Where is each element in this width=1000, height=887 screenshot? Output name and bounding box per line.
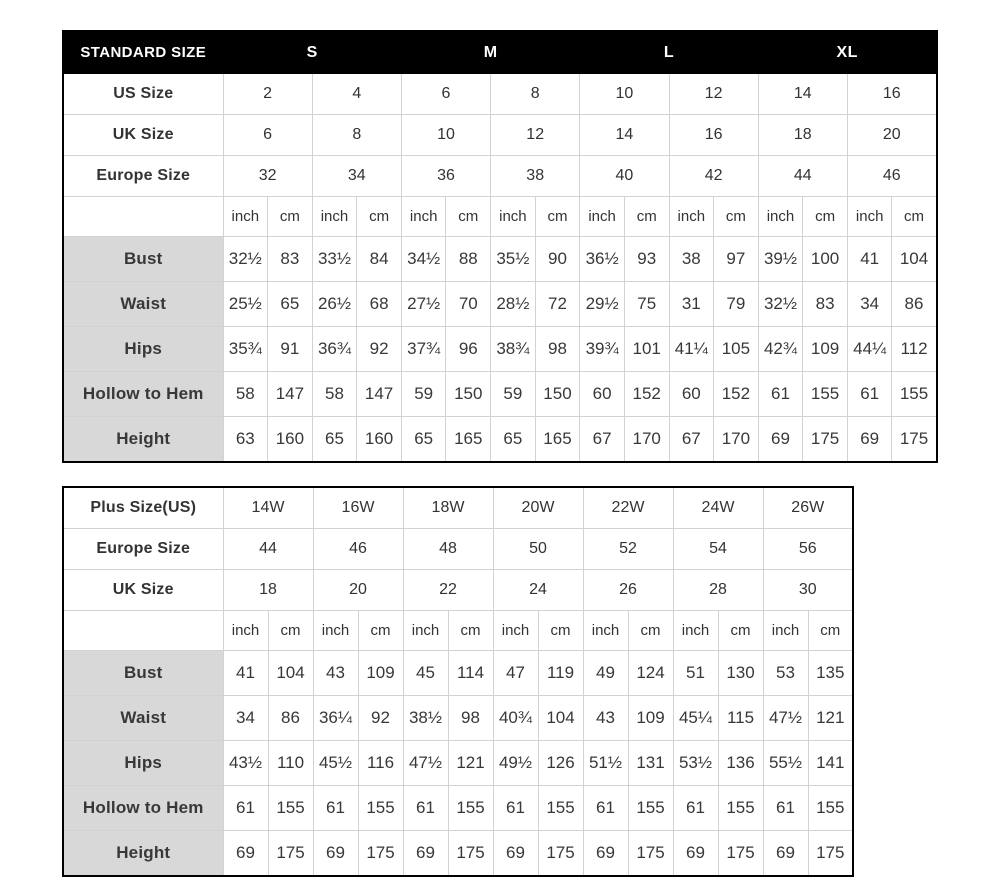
measure-cell: 150 xyxy=(446,372,491,417)
measure-cell: 28½ xyxy=(491,282,536,327)
measure-cell: 38½ xyxy=(403,696,448,741)
measure-cell: 69 xyxy=(493,831,538,877)
measure-cell: 152 xyxy=(624,372,669,417)
unit-row-empty-label xyxy=(63,197,223,237)
unit-cell-cm: cm xyxy=(714,197,759,237)
measure-cell: 86 xyxy=(268,696,313,741)
measure-cell: 155 xyxy=(538,786,583,831)
measure-cell: 147 xyxy=(268,372,313,417)
measure-cell: 32½ xyxy=(758,282,803,327)
size-row-us-size xyxy=(63,74,937,115)
measure-cell: 36½ xyxy=(580,237,625,282)
measure-cell: 105 xyxy=(714,327,759,372)
measure-cell: 35¾ xyxy=(223,327,268,372)
measure-cell: 92 xyxy=(357,327,402,372)
unit-cell-inch: inch xyxy=(223,611,268,651)
measure-cell: 47½ xyxy=(403,741,448,786)
unit-cell-cm: cm xyxy=(538,611,583,651)
measure-cell: 35½ xyxy=(491,237,536,282)
measure-cell: 170 xyxy=(624,417,669,463)
size-row-plus-size-us xyxy=(63,487,853,529)
measure-cell: 83 xyxy=(803,282,848,327)
row-label-hips: Hips xyxy=(63,741,223,786)
row-label-hollow-to-hem: Hollow to Hem xyxy=(63,372,223,417)
measure-cell: 65 xyxy=(312,417,357,463)
measure-cell: 131 xyxy=(628,741,673,786)
measure-cell: 47 xyxy=(493,651,538,696)
measure-cell: 68 xyxy=(357,282,402,327)
measure-cell: 97 xyxy=(714,237,759,282)
measure-cell: 26½ xyxy=(312,282,357,327)
unit-cell-cm: cm xyxy=(892,197,937,237)
row-label-europe-size: Europe Size xyxy=(63,529,223,570)
measure-cell: 45¼ xyxy=(673,696,718,741)
measure-cell: 61 xyxy=(673,786,718,831)
measure-cell: 61 xyxy=(223,786,268,831)
measure-cell: 175 xyxy=(268,831,313,877)
measure-cell: 155 xyxy=(628,786,673,831)
measure-cell: 98 xyxy=(448,696,493,741)
measure-cell: 175 xyxy=(808,831,853,877)
size-group-m: M xyxy=(401,31,579,74)
row-label-us-size: US Size xyxy=(63,74,223,115)
measure-row-waist xyxy=(63,282,937,327)
size-cell: 2 xyxy=(223,74,312,115)
size-cell: 46 xyxy=(847,156,936,197)
measure-cell: 101 xyxy=(624,327,669,372)
measure-cell: 170 xyxy=(714,417,759,463)
size-cell: 18 xyxy=(223,570,313,611)
measure-cell: 39½ xyxy=(758,237,803,282)
measure-cell: 88 xyxy=(446,237,491,282)
size-cell: 14 xyxy=(758,74,847,115)
measure-cell: 175 xyxy=(538,831,583,877)
measure-cell: 109 xyxy=(358,651,403,696)
measure-cell: 45½ xyxy=(313,741,358,786)
size-cell: 32 xyxy=(223,156,312,197)
measure-cell: 109 xyxy=(803,327,848,372)
unit-cell-cm: cm xyxy=(448,611,493,651)
measure-cell: 69 xyxy=(583,831,628,877)
measure-cell: 27½ xyxy=(401,282,446,327)
measure-cell: 104 xyxy=(538,696,583,741)
measure-cell: 60 xyxy=(580,372,625,417)
measure-cell: 25½ xyxy=(223,282,268,327)
size-cell: 38 xyxy=(491,156,580,197)
plus-size-table xyxy=(62,486,854,877)
size-group-xl: XL xyxy=(758,31,936,74)
size-row-uk-size xyxy=(63,570,853,611)
unit-cell-cm: cm xyxy=(718,611,763,651)
measure-row-bust xyxy=(63,651,853,696)
measure-cell: 53½ xyxy=(673,741,718,786)
measure-cell: 42¾ xyxy=(758,327,803,372)
measure-cell: 38¾ xyxy=(491,327,536,372)
row-label-uk-size: UK Size xyxy=(63,570,223,611)
measure-cell: 45 xyxy=(403,651,448,696)
measure-row-hips xyxy=(63,327,937,372)
unit-cell-cm: cm xyxy=(535,197,580,237)
unit-cell-cm: cm xyxy=(357,197,402,237)
size-cell: 8 xyxy=(312,115,401,156)
measure-cell: 34 xyxy=(223,696,268,741)
measure-cell: 155 xyxy=(808,786,853,831)
measure-cell: 175 xyxy=(803,417,848,463)
measure-cell: 33½ xyxy=(312,237,357,282)
measure-cell: 86 xyxy=(892,282,937,327)
row-label-hollow-to-hem: Hollow to Hem xyxy=(63,786,223,831)
measure-cell: 38 xyxy=(669,237,714,282)
measure-cell: 135 xyxy=(808,651,853,696)
unit-cell-inch: inch xyxy=(313,611,358,651)
measure-cell: 34 xyxy=(847,282,892,327)
size-cell: 24W xyxy=(673,487,763,529)
unit-cell-cm: cm xyxy=(358,611,403,651)
size-cell: 18 xyxy=(758,115,847,156)
measure-cell: 44¼ xyxy=(847,327,892,372)
unit-header-row xyxy=(63,611,853,651)
measure-cell: 93 xyxy=(624,237,669,282)
measure-cell: 90 xyxy=(535,237,580,282)
size-cell: 20 xyxy=(313,570,403,611)
size-cell: 14 xyxy=(580,115,669,156)
size-cell: 12 xyxy=(669,74,758,115)
measure-cell: 51½ xyxy=(583,741,628,786)
measure-cell: 61 xyxy=(847,372,892,417)
measure-cell: 72 xyxy=(535,282,580,327)
unit-cell-inch: inch xyxy=(580,197,625,237)
size-cell: 46 xyxy=(313,529,403,570)
unit-header-row xyxy=(63,197,937,237)
measure-cell: 32½ xyxy=(223,237,268,282)
size-cell: 16 xyxy=(847,74,936,115)
measure-row-bust xyxy=(63,237,937,282)
measure-cell: 70 xyxy=(446,282,491,327)
size-cell: 4 xyxy=(312,74,401,115)
size-cell: 50 xyxy=(493,529,583,570)
measure-cell: 61 xyxy=(493,786,538,831)
unit-cell-cm: cm xyxy=(446,197,491,237)
row-label-europe-size: Europe Size xyxy=(63,156,223,197)
measure-cell: 55½ xyxy=(763,741,808,786)
measure-cell: 36¾ xyxy=(312,327,357,372)
measure-row-hollow-to-hem xyxy=(63,786,853,831)
unit-cell-cm: cm xyxy=(803,197,848,237)
size-cell: 22 xyxy=(403,570,493,611)
measure-cell: 147 xyxy=(357,372,402,417)
measure-cell: 61 xyxy=(313,786,358,831)
measure-cell: 37¾ xyxy=(401,327,446,372)
measure-cell: 98 xyxy=(535,327,580,372)
measure-cell: 67 xyxy=(669,417,714,463)
measure-cell: 114 xyxy=(448,651,493,696)
size-cell: 42 xyxy=(669,156,758,197)
measure-cell: 83 xyxy=(268,237,313,282)
standard-size-table xyxy=(62,30,938,463)
unit-cell-cm: cm xyxy=(628,611,673,651)
size-cell: 14W xyxy=(223,487,313,529)
size-cell: 10 xyxy=(401,115,490,156)
size-row-europe-size xyxy=(63,156,937,197)
measure-cell: 96 xyxy=(446,327,491,372)
unit-cell-inch: inch xyxy=(847,197,892,237)
size-cell: 52 xyxy=(583,529,673,570)
measure-cell: 47½ xyxy=(763,696,808,741)
measure-cell: 155 xyxy=(448,786,493,831)
measure-row-hollow-to-hem xyxy=(63,372,937,417)
measure-cell: 121 xyxy=(808,696,853,741)
measure-cell: 31 xyxy=(669,282,714,327)
unit-row-empty-label xyxy=(63,611,223,651)
measure-cell: 43½ xyxy=(223,741,268,786)
measure-cell: 39¾ xyxy=(580,327,625,372)
measure-cell: 58 xyxy=(312,372,357,417)
measure-cell: 141 xyxy=(808,741,853,786)
size-cell: 18W xyxy=(403,487,493,529)
measure-cell: 121 xyxy=(448,741,493,786)
measure-cell: 84 xyxy=(357,237,402,282)
measure-cell: 115 xyxy=(718,696,763,741)
measure-cell: 152 xyxy=(714,372,759,417)
measure-cell: 155 xyxy=(268,786,313,831)
measure-cell: 58 xyxy=(223,372,268,417)
unit-cell-inch: inch xyxy=(673,611,718,651)
measure-cell: 69 xyxy=(403,831,448,877)
measure-cell: 92 xyxy=(358,696,403,741)
measure-cell: 112 xyxy=(892,327,937,372)
row-label-waist: Waist xyxy=(63,696,223,741)
band-header-row xyxy=(63,31,937,74)
unit-cell-cm: cm xyxy=(808,611,853,651)
measure-cell: 65 xyxy=(491,417,536,463)
size-group-s: S xyxy=(223,31,401,74)
measure-cell: 69 xyxy=(758,417,803,463)
measure-cell: 61 xyxy=(763,786,808,831)
size-group-l: L xyxy=(580,31,758,74)
size-row-uk-size xyxy=(63,115,937,156)
unit-cell-inch: inch xyxy=(669,197,714,237)
measure-cell: 51 xyxy=(673,651,718,696)
measure-cell: 61 xyxy=(758,372,803,417)
measure-cell: 36¼ xyxy=(313,696,358,741)
measure-cell: 69 xyxy=(847,417,892,463)
row-label-height: Height xyxy=(63,417,223,463)
measure-cell: 79 xyxy=(714,282,759,327)
size-row-europe-size xyxy=(63,529,853,570)
measure-cell: 155 xyxy=(358,786,403,831)
size-cell: 10 xyxy=(580,74,669,115)
measure-cell: 175 xyxy=(448,831,493,877)
measure-cell: 43 xyxy=(313,651,358,696)
size-cell: 16W xyxy=(313,487,403,529)
measure-row-height xyxy=(63,417,937,463)
size-cell: 6 xyxy=(223,115,312,156)
measure-cell: 100 xyxy=(803,237,848,282)
measure-cell: 130 xyxy=(718,651,763,696)
size-cell: 48 xyxy=(403,529,493,570)
measure-cell: 126 xyxy=(538,741,583,786)
unit-cell-inch: inch xyxy=(583,611,628,651)
measure-cell: 49½ xyxy=(493,741,538,786)
size-cell: 28 xyxy=(673,570,763,611)
measure-cell: 109 xyxy=(628,696,673,741)
size-cell: 16 xyxy=(669,115,758,156)
row-label-bust: Bust xyxy=(63,237,223,282)
plus-size-table xyxy=(62,486,1000,877)
standard-size-table xyxy=(62,30,1000,463)
row-label-waist: Waist xyxy=(63,282,223,327)
measure-cell: 69 xyxy=(763,831,808,877)
measure-cell: 67 xyxy=(580,417,625,463)
measure-cell: 91 xyxy=(268,327,313,372)
unit-cell-cm: cm xyxy=(268,197,313,237)
measure-cell: 59 xyxy=(491,372,536,417)
measure-cell: 43 xyxy=(583,696,628,741)
size-cell: 54 xyxy=(673,529,763,570)
measure-cell: 61 xyxy=(583,786,628,831)
size-cell: 20 xyxy=(847,115,936,156)
unit-cell-cm: cm xyxy=(268,611,313,651)
size-cell: 20W xyxy=(493,487,583,529)
measure-cell: 119 xyxy=(538,651,583,696)
measure-cell: 155 xyxy=(718,786,763,831)
row-label-uk-size: UK Size xyxy=(63,115,223,156)
size-cell: 56 xyxy=(763,529,853,570)
unit-cell-inch: inch xyxy=(763,611,808,651)
measure-cell: 75 xyxy=(624,282,669,327)
measure-cell: 175 xyxy=(718,831,763,877)
measure-cell: 175 xyxy=(628,831,673,877)
size-cell: 34 xyxy=(312,156,401,197)
measure-cell: 65 xyxy=(401,417,446,463)
measure-cell: 41 xyxy=(847,237,892,282)
size-cell: 12 xyxy=(491,115,580,156)
size-cell: 36 xyxy=(401,156,490,197)
measure-cell: 49 xyxy=(583,651,628,696)
measure-row-waist xyxy=(63,696,853,741)
measure-cell: 160 xyxy=(268,417,313,463)
size-cell: 40 xyxy=(580,156,669,197)
row-label-height: Height xyxy=(63,831,223,877)
measure-cell: 29½ xyxy=(580,282,625,327)
measure-cell: 65 xyxy=(268,282,313,327)
measure-cell: 124 xyxy=(628,651,673,696)
measure-row-height xyxy=(63,831,853,877)
unit-cell-inch: inch xyxy=(312,197,357,237)
size-cell: 8 xyxy=(491,74,580,115)
size-cell: 26 xyxy=(583,570,673,611)
measure-cell: 61 xyxy=(403,786,448,831)
measure-cell: 69 xyxy=(313,831,358,877)
measure-cell: 69 xyxy=(673,831,718,877)
size-cell: 6 xyxy=(401,74,490,115)
measure-cell: 136 xyxy=(718,741,763,786)
unit-cell-inch: inch xyxy=(493,611,538,651)
measure-cell: 150 xyxy=(535,372,580,417)
measure-cell: 34½ xyxy=(401,237,446,282)
measure-cell: 41¼ xyxy=(669,327,714,372)
measure-cell: 155 xyxy=(892,372,937,417)
size-cell: 44 xyxy=(758,156,847,197)
unit-cell-inch: inch xyxy=(491,197,536,237)
unit-cell-inch: inch xyxy=(758,197,803,237)
measure-cell: 165 xyxy=(446,417,491,463)
measure-cell: 69 xyxy=(223,831,268,877)
unit-cell-cm: cm xyxy=(624,197,669,237)
measure-cell: 63 xyxy=(223,417,268,463)
unit-cell-inch: inch xyxy=(401,197,446,237)
row-label-hips: Hips xyxy=(63,327,223,372)
measure-cell: 165 xyxy=(535,417,580,463)
measure-cell: 53 xyxy=(763,651,808,696)
size-cell: 26W xyxy=(763,487,853,529)
measure-row-hips xyxy=(63,741,853,786)
measure-cell: 160 xyxy=(357,417,402,463)
size-cell: 24 xyxy=(493,570,583,611)
measure-cell: 104 xyxy=(892,237,937,282)
measure-cell: 104 xyxy=(268,651,313,696)
unit-cell-inch: inch xyxy=(403,611,448,651)
size-cell: 22W xyxy=(583,487,673,529)
measure-cell: 59 xyxy=(401,372,446,417)
measure-cell: 155 xyxy=(803,372,848,417)
size-cell: 30 xyxy=(763,570,853,611)
row-label-bust: Bust xyxy=(63,651,223,696)
measure-cell: 116 xyxy=(358,741,403,786)
measure-cell: 175 xyxy=(892,417,937,463)
measure-cell: 110 xyxy=(268,741,313,786)
band-title: STANDARD SIZE xyxy=(63,31,223,74)
measure-cell: 40¾ xyxy=(493,696,538,741)
measure-cell: 175 xyxy=(358,831,403,877)
row-label-plus-size-us: Plus Size(US) xyxy=(63,487,223,529)
size-cell: 44 xyxy=(223,529,313,570)
measure-cell: 41 xyxy=(223,651,268,696)
unit-cell-inch: inch xyxy=(223,197,268,237)
measure-cell: 60 xyxy=(669,372,714,417)
